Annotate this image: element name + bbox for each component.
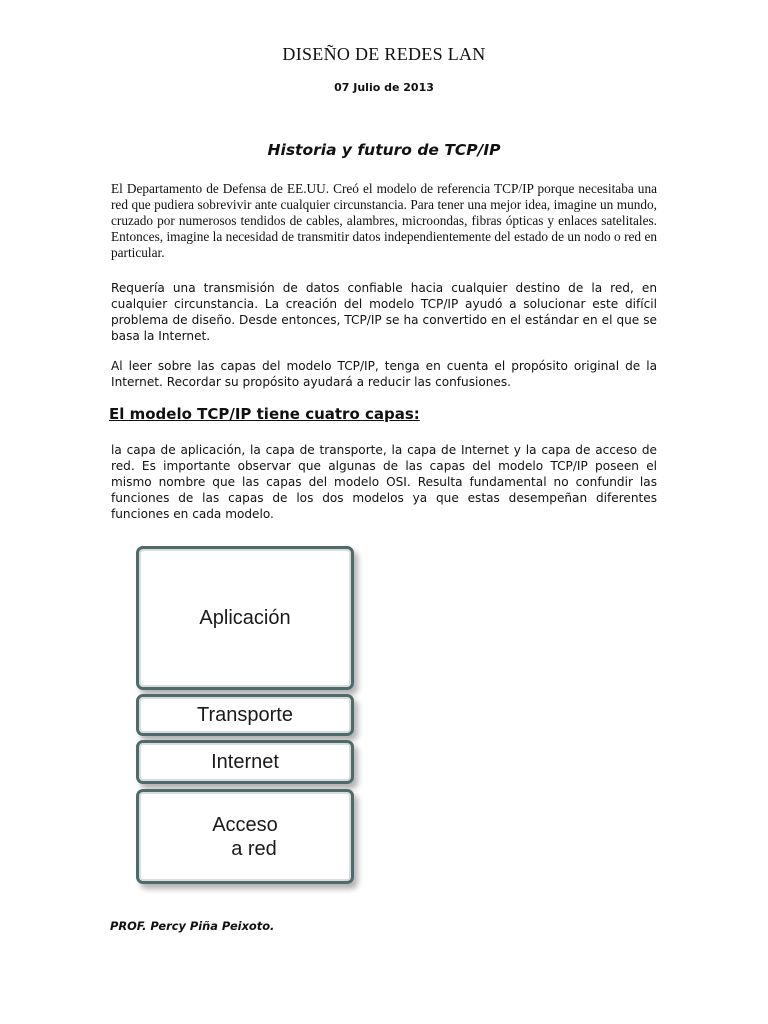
- paragraph-requirement: Requería una transmisión de datos confiable hacia cualquier destino de la red, en cualquier circunstancia. La creación del modelo TCP/IP ayudó a solucionar este difícil problema de diseño. Desde entonces, TCP/IP se ha convertido en el estándar en el que se basa la Internet.: [111, 281, 657, 343]
- author-signature: PROF. Percy Piña Peixoto.: [110, 919, 275, 933]
- layer-network-access-label-line1: Acceso: [212, 813, 278, 836]
- layer-network-access-label-line2: a red: [231, 837, 277, 860]
- layer-application: [136, 546, 354, 690]
- layer-transport-label: Transporte: [197, 704, 293, 726]
- layer-network-access: [136, 789, 354, 884]
- section-heading: Historia y futuro de TCP/IP: [267, 141, 501, 159]
- layer-transport: [136, 694, 354, 736]
- layers-subheading: El modelo TCP/IP tiene cuatro capas:: [109, 405, 420, 423]
- layer-internet-label: Internet: [211, 751, 279, 773]
- layer-internet: [136, 740, 354, 784]
- paragraph-layers: la capa de aplicación, la capa de transporte, la capa de Internet y la capa de acceso de red. Es importante observar que algunas de las capas del modelo TCP/IP poseen el mismo nombre que las capas del modelo OSI. Resulta fundamental no confundir las funciones de las capas de los dos modelos ya que estas desempeñan diferentes funciones en cada modelo.: [111, 443, 657, 521]
- paragraph-history: El Departamento de Defensa de EE.UU. Creó el modelo de referencia TCP/IP porque necesitaba una red que pudiera sobrevivir ante cualquier circunstancia. Para tener una mejor idea, imagine un mundo, cruzado por numerosos tendidos de cables, alambres, microondas, fibras ópticas y enlaces satelitales. Entonces, imagine la necesidad de transmitir datos independientemente del estado de un nodo o red en particular.: [111, 181, 657, 260]
- tcpip-layers-diagram: [136, 546, 356, 886]
- document-title: DISEÑO DE REDES LAN: [282, 44, 486, 64]
- layer-application-label: Aplicación: [199, 607, 291, 629]
- paragraph-purpose: Al leer sobre las capas del modelo TCP/IP, tenga en cuenta el propósito original de la Internet. Recordar su propósito ayudará a reducir las confusiones.: [111, 359, 657, 389]
- document-date: 07 Julio de 2013: [334, 81, 434, 94]
